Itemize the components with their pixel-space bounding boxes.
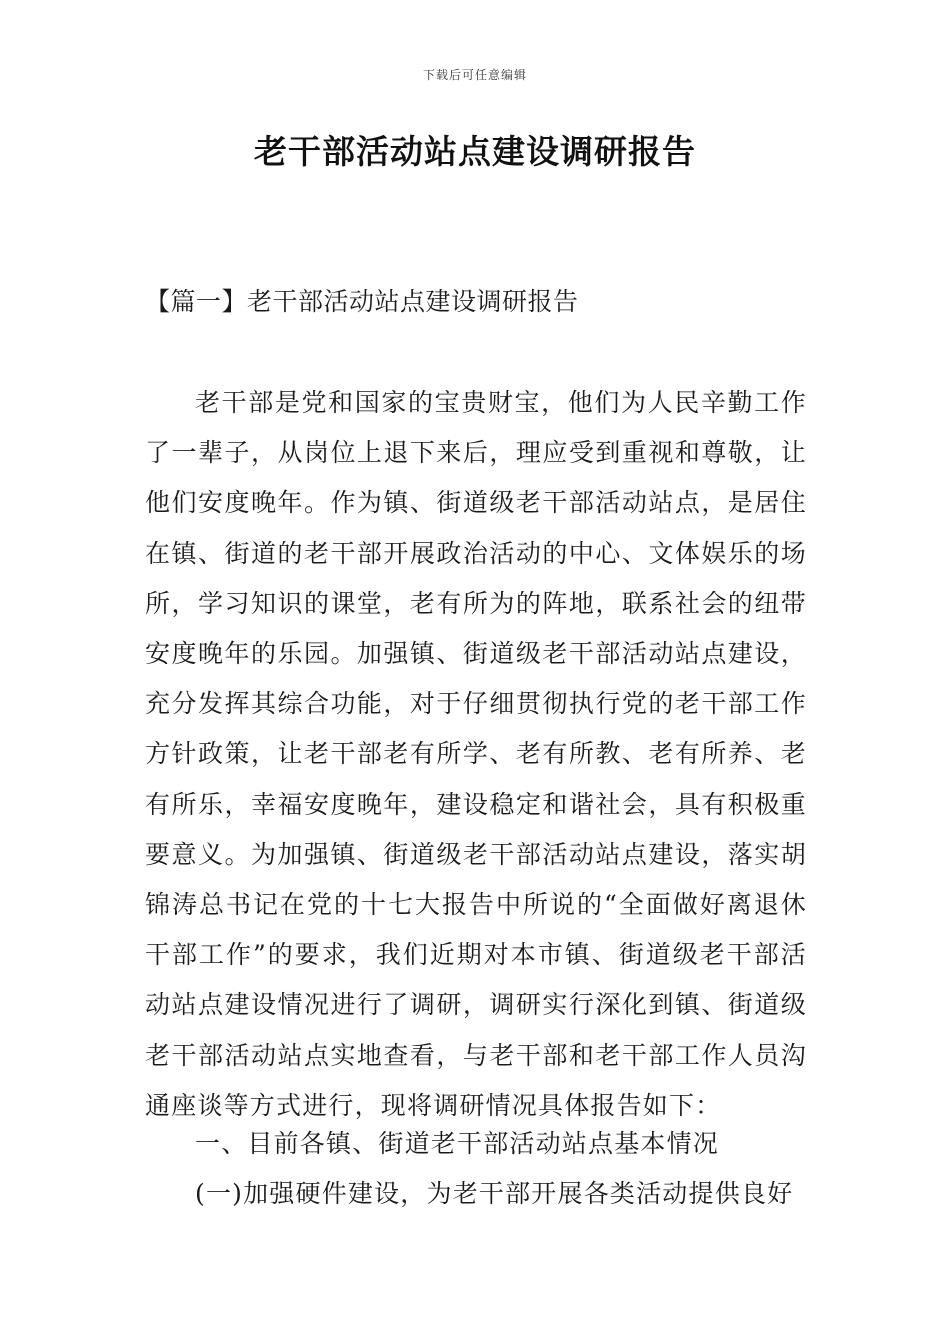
subheading-basic-situation: 一、目前各镇、街道老干部活动站点基本情况 [195,1129,720,1158]
document-title: 老干部活动站点建设调研报告 [254,132,696,171]
header-note: 下载后可任意编辑 [422,68,527,82]
intro-paragraph: 老干部是党和国家的宝贵财宝，他们为人民辛勤工作了一辈子，从岗位上退下来后，理应受到重视和尊敬，让他们安度晚年。作为镇、街道级老干部活动站点，是居住在镇、街道的老干部开展政治活动的中心、文体娱乐的场所，学习知识的课堂，老有所为的阵地，联系社会的纽带安度晚年的乐园。加强镇、街道级老干部活动站点建设，充分发挥其综合功能，对于仔细贯彻执行党的老干部工作方针政策，让老干部老有所学、老有所教、老有所养、老有所乐，幸福安度晚年，建设稳定和谐社会，具有积极重要意义。为加强镇、街道级老干部活动站点建设，落实胡锦涛总书记在党的十七大报告中所说的“全面做好离退休干部工作”的要求，我们近期对本市镇、街道级老干部活动站点建设情况进行了调研，调研实行深化到镇、街道级老干部活动站点实地查看，与老干部和老干部工作人员沟通座谈等方式进行，现将调研情况具体报告如下： [145,388,807,1120]
subheading-hardware: (一)加强硬件建设，为老干部开展各类活动提供良好 [195,1179,794,1208]
section-heading: 【篇一】老干部活动站点建设调研报告 [145,287,579,316]
